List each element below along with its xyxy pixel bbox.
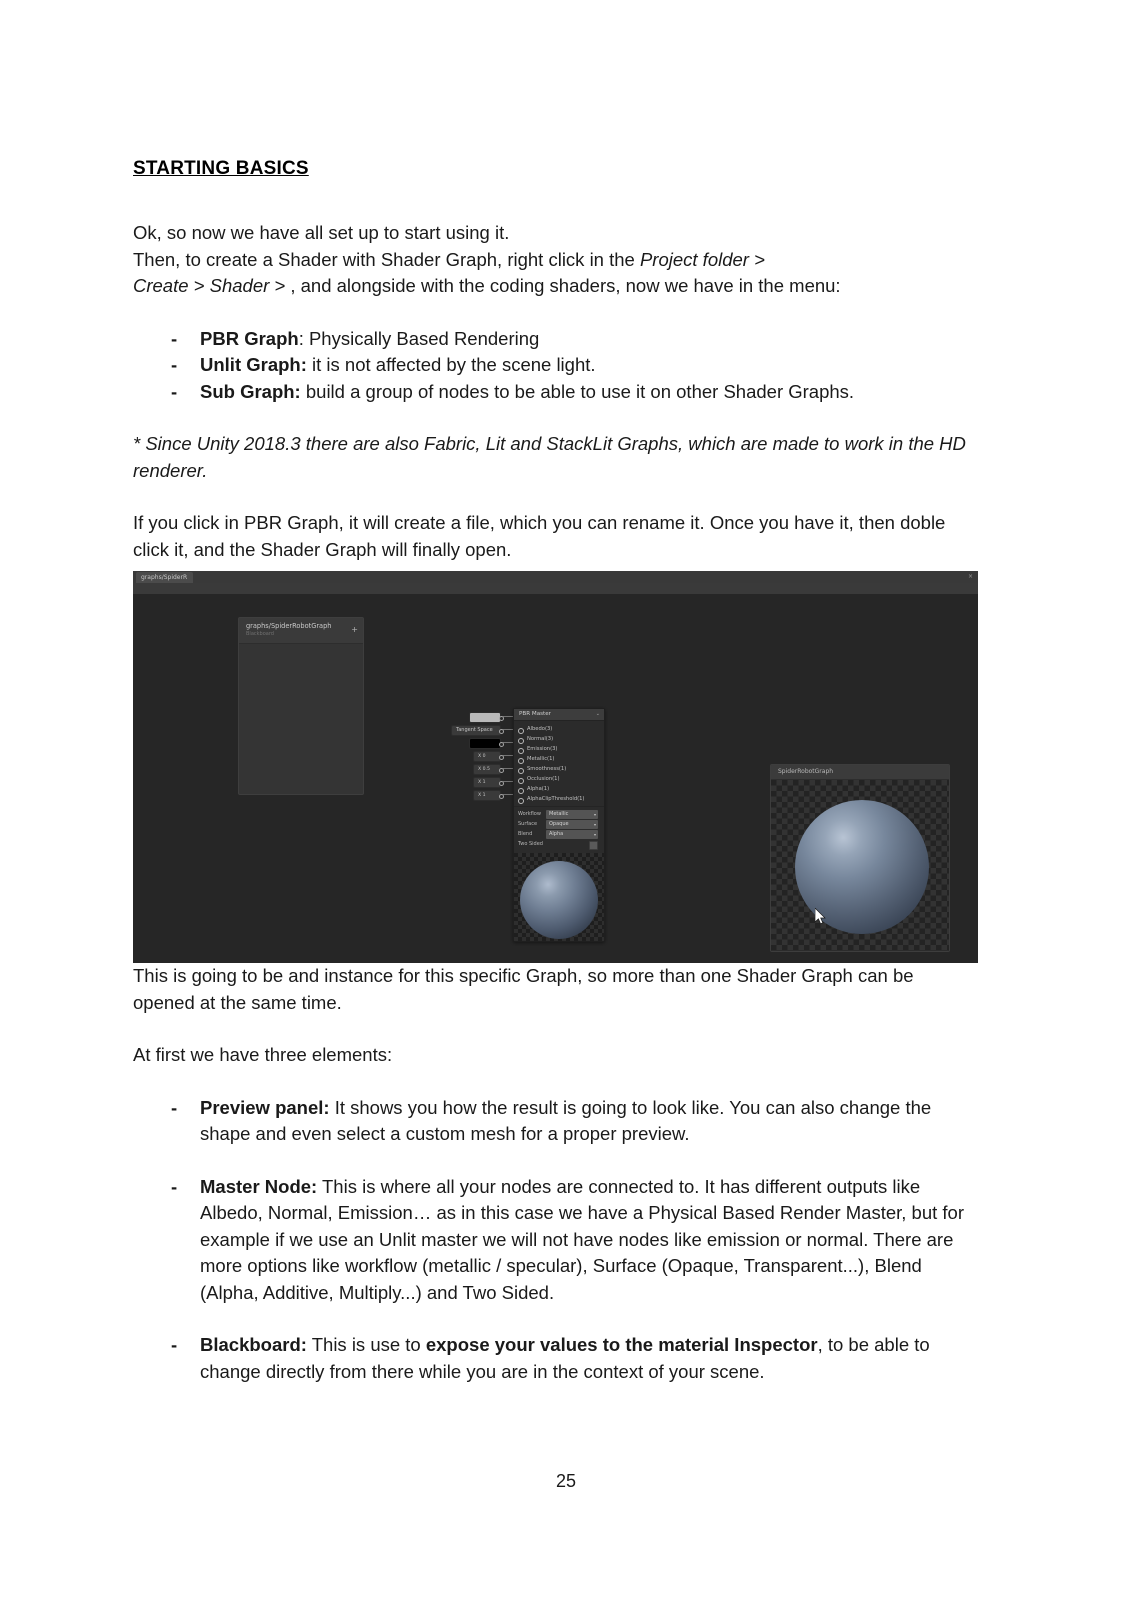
workflow-value: Metallic [549, 811, 569, 817]
preview-panel-title: SpiderRobotGraph [771, 765, 949, 780]
surface-value: Opaque [549, 821, 569, 827]
pbr-master-ports [514, 721, 604, 806]
chevron-down-icon[interactable]: ▾ [593, 812, 596, 817]
vector1-value: X 0.5 [478, 767, 490, 772]
port-dot-icon[interactable] [518, 768, 524, 774]
bullet-dash: - [171, 1334, 178, 1355]
vector1-value: X 1 [478, 793, 486, 798]
preview-sphere [520, 861, 598, 939]
port-label: Occlusion(1) [527, 776, 560, 782]
vector1-node[interactable] [473, 764, 501, 775]
list-item [133, 1095, 978, 1148]
graph-edge [503, 716, 513, 717]
graph-type-desc: it is not affected by the scene light. [306, 354, 596, 375]
element-term: Blackboard: [200, 1334, 307, 1355]
blackboard-title: graphs/SpiderRobotGraph [246, 622, 332, 630]
blackboard-subtitle: Blackboard [246, 631, 274, 637]
window-titlebar [133, 571, 978, 583]
surface-setting[interactable] [518, 820, 600, 829]
graph-types-list [133, 326, 978, 406]
close-icon[interactable]: × [967, 573, 974, 580]
port-dot-icon[interactable] [518, 798, 524, 804]
port-label: Albedo(3) [527, 726, 553, 732]
port-label: Emission(3) [527, 746, 558, 752]
graph-edge [503, 794, 513, 795]
port-row[interactable] [514, 784, 604, 794]
list-item [133, 1332, 978, 1385]
element-desc: This is where all your nodes are connected to. It has different outputs like Albedo, Normal, Emission… as in this case we have a Physical Based Render Master, but for example if we use an Unlit master we will not have nodes like emission or normal. There are more options like workflow (metallic / specular), Surface (Opaque, Transparent...), Blend (Alpha, Additive, Multiply...) and Two Sided. [200, 1175, 964, 1303]
list-item [133, 352, 978, 379]
workflow-setting[interactable] [518, 810, 600, 819]
port-row[interactable] [514, 724, 604, 734]
element-desc-bold: expose your values to the material Inspector [425, 1334, 818, 1355]
graph-edge [503, 729, 513, 730]
port-dot-icon[interactable] [518, 778, 524, 784]
tangent-space-node[interactable] [451, 725, 501, 736]
graph-edge [503, 742, 513, 743]
port-dot-icon[interactable] [518, 788, 524, 794]
element-term: Preview panel: [200, 1096, 330, 1118]
intro-line-3-italic: Create > Shader > [133, 275, 291, 296]
unity-version-note: * Since Unity 2018.3 there are also Fabric, Lit and StackLit Graphs, which are made to work in the HD renderer. [133, 433, 966, 481]
three-elements-lead: At first we have three elements: [133, 1044, 393, 1065]
port-label: Alpha(1) [527, 786, 550, 792]
add-property-button[interactable]: + [351, 625, 358, 634]
blackboard-header [239, 618, 363, 644]
port-label: AlphaClipThreshold(1) [527, 796, 585, 802]
graph-edge [503, 755, 513, 756]
element-desc-after: , to be able to change directly from there while you are in the context of your scene. [200, 1334, 930, 1382]
element-desc: It shows you how the result is going to look like. You can also change the shape and even select a custom mesh for a proper preview. [200, 1096, 932, 1144]
blend-label: Blend [518, 831, 533, 837]
workflow-label: Workflow [518, 811, 541, 817]
graph-canvas[interactable] [133, 594, 978, 963]
preview-panel[interactable] [770, 764, 950, 952]
element-desc-before: This is use to [306, 1334, 426, 1355]
port-label: Smoothness(1) [527, 766, 567, 772]
preview-panel-body[interactable] [771, 780, 949, 952]
vector1-value: X 1 [478, 780, 486, 785]
port-label: Metallic(1) [527, 756, 555, 762]
two-sided-label: Two Sided [518, 841, 543, 847]
blackboard-panel[interactable] [238, 617, 364, 795]
surface-dropdown[interactable] [546, 820, 598, 829]
workflow-dropdown[interactable] [546, 810, 598, 819]
node-preview [514, 853, 604, 941]
pbr-master-settings [514, 806, 604, 853]
vector1-node[interactable] [473, 777, 501, 788]
tangent-space-label: Tangent Space [456, 727, 493, 733]
intro-line-2-italic: Project folder > [639, 248, 765, 270]
intro-line-3-suffix: , and alongside with the coding shaders, now we have in the menu: [290, 275, 841, 296]
elements-list [133, 1095, 978, 1386]
shader-graph-screenshot [133, 571, 978, 963]
chevron-down-icon[interactable]: ▾ [593, 832, 596, 837]
blend-setting[interactable] [518, 830, 600, 839]
blend-value: Alpha [549, 831, 564, 837]
port-row[interactable] [514, 794, 604, 804]
port-dot-icon[interactable] [518, 758, 524, 764]
element-term: Master Node: [200, 1175, 318, 1197]
port-dot-icon[interactable] [518, 728, 524, 734]
page-number: 25 [555, 1471, 577, 1491]
port-label: Normal(3) [527, 736, 554, 742]
intro-line-3 [133, 273, 978, 300]
blend-dropdown[interactable] [546, 830, 598, 839]
pbr-master-header[interactable] [514, 709, 604, 721]
graph-edge [503, 781, 513, 782]
intro-line-1: Ok, so now we have all set up to start using it. [133, 222, 510, 243]
open-graph-paragraph: If you click in PBR Graph, it will create a file, which you can rename it. Once you have it, then doble click it, and the Shader Graph will finally open. [133, 512, 946, 560]
graph-type-colon: : [298, 327, 304, 349]
graph-edge [503, 768, 513, 769]
port-row[interactable] [514, 734, 604, 744]
color-input-node[interactable] [469, 712, 501, 723]
graph-type-term: Unlit Graph: [200, 354, 307, 375]
port-row[interactable] [514, 764, 604, 774]
graph-type-term: Sub Graph: [200, 380, 301, 402]
two-sided-checkbox[interactable] [589, 841, 598, 850]
port-row[interactable] [514, 754, 604, 764]
pbr-master-title: PBR Master [519, 711, 551, 717]
port-row[interactable] [514, 744, 604, 754]
graph-type-desc: Physically Based Rendering [303, 327, 540, 349]
list-item [133, 379, 978, 406]
list-item [133, 326, 978, 353]
surface-label: Surface [518, 821, 538, 827]
black-color-node[interactable] [469, 738, 501, 749]
page-content [133, 158, 978, 1411]
bullet-dash: - [171, 1096, 178, 1118]
pbr-master-node[interactable] [513, 708, 605, 942]
bullet-dash: - [171, 1175, 178, 1197]
after-image-paragraph: This is going to be and instance for this specific Graph, so more than one Shader Graph can be opened at the same time. [133, 965, 914, 1013]
intro-line-2 [133, 247, 978, 274]
bullet-dash: - [171, 327, 178, 349]
port-dot-icon[interactable] [518, 738, 524, 744]
window-tab[interactable]: graphs/SpiderR [136, 572, 193, 583]
two-sided-setting[interactable] [518, 840, 600, 849]
list-item [133, 1174, 978, 1307]
intro-line-2-prefix: Then, to create a Shader with Shader Graph, right click in the [133, 248, 640, 270]
graph-type-desc: build a group of nodes to be able to use it on other Shader Graphs. [300, 380, 855, 402]
vector1-value: X 0 [478, 754, 486, 759]
vector1-node[interactable] [473, 790, 501, 801]
port-row[interactable] [514, 774, 604, 784]
bullet-dash: - [171, 354, 178, 375]
bullet-dash: - [171, 380, 178, 402]
chevron-down-icon[interactable]: ▾ [593, 822, 596, 827]
vector1-node[interactable] [473, 751, 501, 762]
page-title: STARTING BASICS [133, 158, 309, 179]
port-dot-icon[interactable] [518, 748, 524, 754]
chevron-down-icon[interactable]: ⌄ [595, 711, 600, 717]
graph-type-term: PBR Graph [200, 327, 299, 349]
